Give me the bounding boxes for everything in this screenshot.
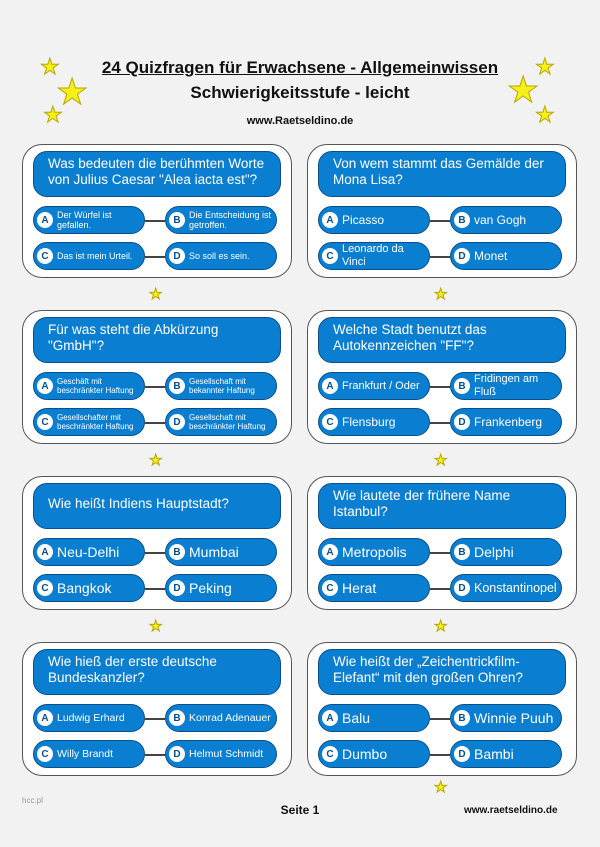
- letter-badge: C: [37, 746, 53, 762]
- quiz-card: [22, 476, 292, 610]
- connector-line: [145, 256, 165, 258]
- quiz-card: [307, 310, 577, 444]
- answer-text: Geschäft mit beschränkter Haftung: [57, 377, 134, 395]
- answer-d[interactable]: [450, 242, 562, 270]
- watermark: hcc.pl: [22, 796, 43, 805]
- answer-a[interactable]: [33, 372, 145, 400]
- answer-c[interactable]: [33, 408, 145, 436]
- answer-text: Neu-Delhi: [57, 543, 120, 560]
- star-icon: ★: [434, 618, 448, 635]
- answer-text: So soll es sein.: [189, 251, 250, 261]
- letter-badge: B: [454, 212, 470, 228]
- connector-line: [430, 256, 450, 258]
- letter-badge: C: [37, 580, 53, 596]
- letter-badge: C: [322, 746, 338, 762]
- letter-badge: C: [322, 248, 338, 264]
- page-subtitle: Schwierigkeitsstufe - leicht: [190, 83, 410, 102]
- question: Von wem stammt das Gemälde der Mona Lisa?: [318, 151, 566, 197]
- star-icon: ★: [149, 286, 163, 303]
- answer-text: Das ist mein Urteil.: [57, 251, 133, 261]
- letter-badge: C: [322, 414, 338, 430]
- answer-a[interactable]: [33, 704, 145, 732]
- connector-line: [145, 386, 165, 388]
- quiz-card: [22, 310, 292, 444]
- answer-c[interactable]: [33, 740, 145, 768]
- question: Was bedeuten die berühmten Worte von Julius Caesar "Alea iacta est"?: [33, 151, 281, 197]
- letter-badge: C: [322, 580, 338, 596]
- letter-badge: B: [169, 378, 185, 394]
- answer-text: Konrad Adenauer: [189, 712, 271, 724]
- answer-text: Ludwig Erhard: [57, 712, 125, 724]
- connector-line: [145, 754, 165, 756]
- connector-line: [430, 386, 450, 388]
- answer-text: Dumbo: [342, 745, 388, 762]
- answer-d[interactable]: [165, 408, 277, 436]
- answer-c[interactable]: [33, 242, 145, 270]
- connector-line: [430, 588, 450, 590]
- star-icon: ★: [434, 779, 448, 796]
- star-icon: ★: [149, 452, 163, 469]
- footer-website: www.raetseldino.de: [464, 805, 558, 816]
- star-icon: ★: [434, 286, 448, 303]
- answer-d[interactable]: [450, 408, 562, 436]
- connector-line: [145, 588, 165, 590]
- letter-badge: D: [169, 248, 185, 264]
- answer-a[interactable]: [318, 704, 430, 732]
- answer-text: Frankfurt / Oder: [342, 379, 420, 392]
- star-icon: ★: [434, 452, 448, 469]
- answer-d[interactable]: [450, 574, 562, 602]
- question: Wie heißt Indiens Hauptstadt?: [33, 483, 281, 529]
- answer-d[interactable]: [165, 574, 277, 602]
- answer-text: Willy Brandt: [57, 748, 114, 760]
- answer-text: Leonardo da Vinci: [342, 243, 404, 268]
- answer-text: Fridingen am Fluß: [474, 373, 539, 398]
- answer-text: Gesellschaft mit bekannter Haftung: [189, 377, 255, 395]
- answer-c[interactable]: [318, 242, 430, 270]
- question: Wie lautete der frühere Name Istanbul?: [318, 483, 566, 529]
- connector-line: [430, 754, 450, 756]
- answer-text: Gesellschafter mit beschränkter Haftung: [57, 413, 134, 431]
- answer-b[interactable]: [450, 538, 562, 566]
- answer-b[interactable]: [450, 372, 562, 400]
- letter-badge: B: [454, 544, 470, 560]
- answer-text: Bangkok: [57, 579, 112, 596]
- star-icon: ★: [149, 618, 163, 635]
- answer-text: Metropolis: [342, 543, 407, 560]
- letter-badge: B: [454, 378, 470, 394]
- page-number: Seite 1: [280, 803, 320, 817]
- connector-line: [145, 422, 165, 424]
- letter-badge: A: [322, 212, 338, 228]
- answer-c[interactable]: [318, 740, 430, 768]
- letter-badge: A: [322, 710, 338, 726]
- letter-badge: A: [37, 212, 53, 228]
- answer-d[interactable]: [450, 740, 562, 768]
- letter-badge: A: [37, 544, 53, 560]
- answer-c[interactable]: [33, 574, 145, 602]
- letter-badge: D: [454, 248, 470, 264]
- answer-text: Winnie Puuh: [474, 709, 554, 726]
- answer-b[interactable]: [165, 206, 277, 234]
- answer-b[interactable]: [165, 372, 277, 400]
- answer-text: Helmut Schmidt: [189, 748, 264, 760]
- question: Für was steht die Abkürzung "GmbH"?: [33, 317, 281, 363]
- answer-b[interactable]: [165, 538, 277, 566]
- quiz-card: [307, 144, 577, 278]
- letter-badge: D: [454, 414, 470, 430]
- answer-a[interactable]: [318, 206, 430, 234]
- answer-text: Picasso: [342, 212, 385, 227]
- answer-b[interactable]: [165, 704, 277, 732]
- answer-text: van Gogh: [474, 212, 527, 227]
- letter-badge: A: [37, 710, 53, 726]
- letter-badge: D: [169, 746, 185, 762]
- answer-d[interactable]: [165, 242, 277, 270]
- answer-text: Balu: [342, 709, 371, 726]
- letter-badge: D: [169, 414, 185, 430]
- answer-text: Monet: [474, 248, 508, 263]
- connector-line: [430, 220, 450, 222]
- quiz-card: [22, 642, 292, 776]
- letter-badge: D: [454, 746, 470, 762]
- answer-text: Herat: [342, 579, 377, 596]
- answer-a[interactable]: [318, 538, 430, 566]
- answer-text: Delphi: [474, 543, 514, 560]
- question: Welche Stadt benutzt das Autokennzeichen "FF"?: [318, 317, 566, 363]
- star-icon: ★: [535, 54, 555, 79]
- answer-c[interactable]: [318, 408, 430, 436]
- answer-text: Frankenberg: [474, 414, 543, 429]
- answer-c[interactable]: [318, 574, 430, 602]
- connector-line: [430, 422, 450, 424]
- connector-line: [430, 552, 450, 554]
- letter-badge: B: [169, 212, 185, 228]
- answer-text: Konstantinopel: [474, 580, 557, 595]
- connector-line: [145, 220, 165, 222]
- star-icon: ★: [43, 102, 63, 127]
- answer-text: Mumbai: [189, 543, 239, 560]
- question: Wie hieß der erste deutsche Bundeskanzler?: [33, 649, 281, 695]
- answer-b[interactable]: [450, 704, 562, 732]
- answer-text: Peking: [189, 579, 232, 596]
- answer-d[interactable]: [165, 740, 277, 768]
- answer-text: Flensburg: [342, 414, 396, 429]
- header-website: www.Raetseldino.de: [246, 115, 354, 127]
- answer-text: Gesellschaft mit beschränkter Haftung: [189, 413, 266, 431]
- star-icon: ★: [56, 71, 89, 112]
- answer-b[interactable]: [450, 206, 562, 234]
- letter-badge: B: [454, 710, 470, 726]
- connector-line: [430, 718, 450, 720]
- answer-a[interactable]: [33, 206, 145, 234]
- answer-text: Bambi: [474, 745, 514, 762]
- connector-line: [145, 552, 165, 554]
- letter-badge: A: [322, 378, 338, 394]
- page-title: 24 Quizfragen für Erwachsene - Allgemeinwissen: [101, 58, 499, 77]
- answer-a[interactable]: [33, 538, 145, 566]
- answer-text: Der Würfel ist gefallen.: [57, 210, 112, 230]
- letter-badge: D: [454, 580, 470, 596]
- star-icon: ★: [40, 54, 60, 79]
- question: Wie heißt der „Zeichentrickfilm-Elefant“ mit den großen Ohren?: [318, 649, 566, 695]
- star-icon: ★: [535, 102, 555, 127]
- answer-a[interactable]: [318, 372, 430, 400]
- quiz-card: [22, 144, 292, 278]
- letter-badge: D: [169, 580, 185, 596]
- quiz-card: [307, 476, 577, 610]
- quiz-card: [307, 642, 577, 776]
- letter-badge: B: [169, 710, 185, 726]
- letter-badge: C: [37, 414, 53, 430]
- star-icon: ★: [507, 69, 540, 110]
- answer-text: Die Entscheidung ist getroffen.: [189, 210, 272, 230]
- letter-badge: A: [322, 544, 338, 560]
- letter-badge: C: [37, 248, 53, 264]
- letter-badge: B: [169, 544, 185, 560]
- connector-line: [145, 718, 165, 720]
- letter-badge: A: [37, 378, 53, 394]
